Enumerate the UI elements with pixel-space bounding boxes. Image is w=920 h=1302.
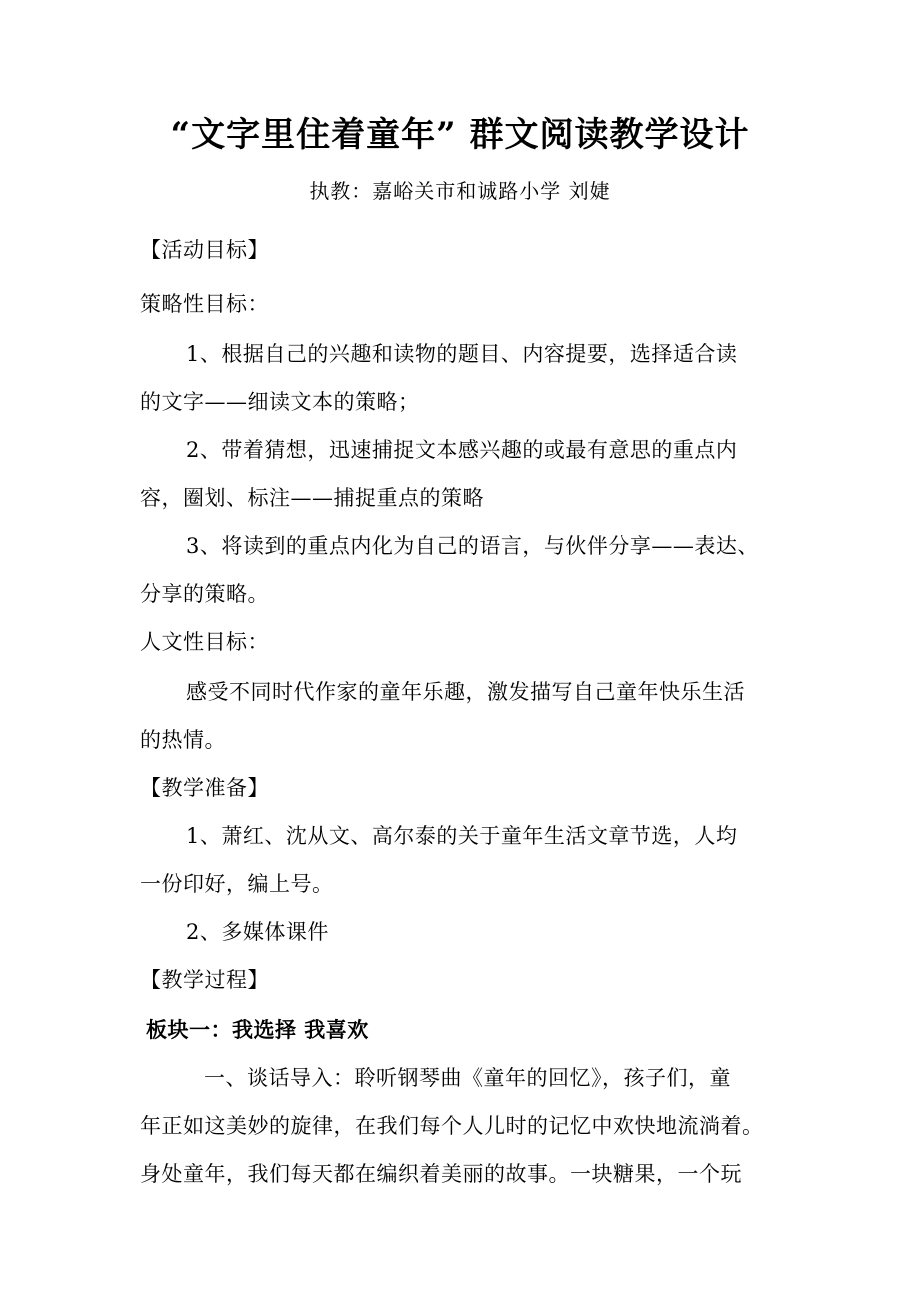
humanistic-goals-heading: 人文性目标： <box>140 630 269 654</box>
author-line: 执教：嘉峪关市和诚路小学 刘婕 <box>309 179 611 203</box>
preparation-item-1-line-1: 1、萧红、沈从文、高尔泰的关于童年生活文章节选，人均 <box>186 824 738 848</box>
strategy-goal-3-line-1: 3、将读到的重点内化为自己的语言，与伙伴分享——表达、 <box>186 534 759 558</box>
intro-paragraph-line-3: 身处童年，我们每天都在编织着美丽的故事。一块糖果，一个玩 <box>140 1162 742 1186</box>
intro-paragraph-line-1: 一、谈话导入：聆听钢琴曲《童年的回忆》，孩子们，童 <box>204 1066 731 1090</box>
strategy-goal-2-line-2: 容，圈划、标注——捕捉重点的策略 <box>140 486 484 510</box>
document-title: “文字里住着童年” 群文阅读教学设计 <box>170 115 750 155</box>
strategy-goals-heading: 策略性目标： <box>140 292 269 316</box>
preparation-item-2: 2、多媒体课件 <box>186 920 329 944</box>
strategy-goal-1-line-1: 1、根据自己的兴趣和读物的题目、内容提要，选择适合读 <box>186 342 738 366</box>
humanistic-goal-line-1: 感受不同时代作家的童年乐趣，激发描写自己童年快乐生活 <box>186 680 745 704</box>
strategy-goal-1-line-2: 的文字——细读文本的策略； <box>140 390 420 414</box>
strategy-goal-2-line-1: 2、带着猜想，迅速捕捉文本感兴趣的或最有意思的重点内 <box>186 438 738 462</box>
section-heading-goals: 【活动目标】 <box>140 238 269 262</box>
section-heading-preparation: 【教学准备】 <box>140 776 269 800</box>
preparation-item-1-line-2: 一份印好，编上号。 <box>140 872 334 896</box>
humanistic-goal-line-2: 的热情。 <box>140 728 226 752</box>
section-heading-process: 【教学过程】 <box>140 968 269 992</box>
block-1-heading: 板块一：我选择 我喜欢 <box>146 1017 369 1042</box>
intro-paragraph-line-2: 年正如这美妙的旋律，在我们每个人儿时的记忆中欢快地流淌着。 <box>140 1114 764 1138</box>
strategy-goal-3-line-2: 分享的策略。 <box>140 582 269 606</box>
